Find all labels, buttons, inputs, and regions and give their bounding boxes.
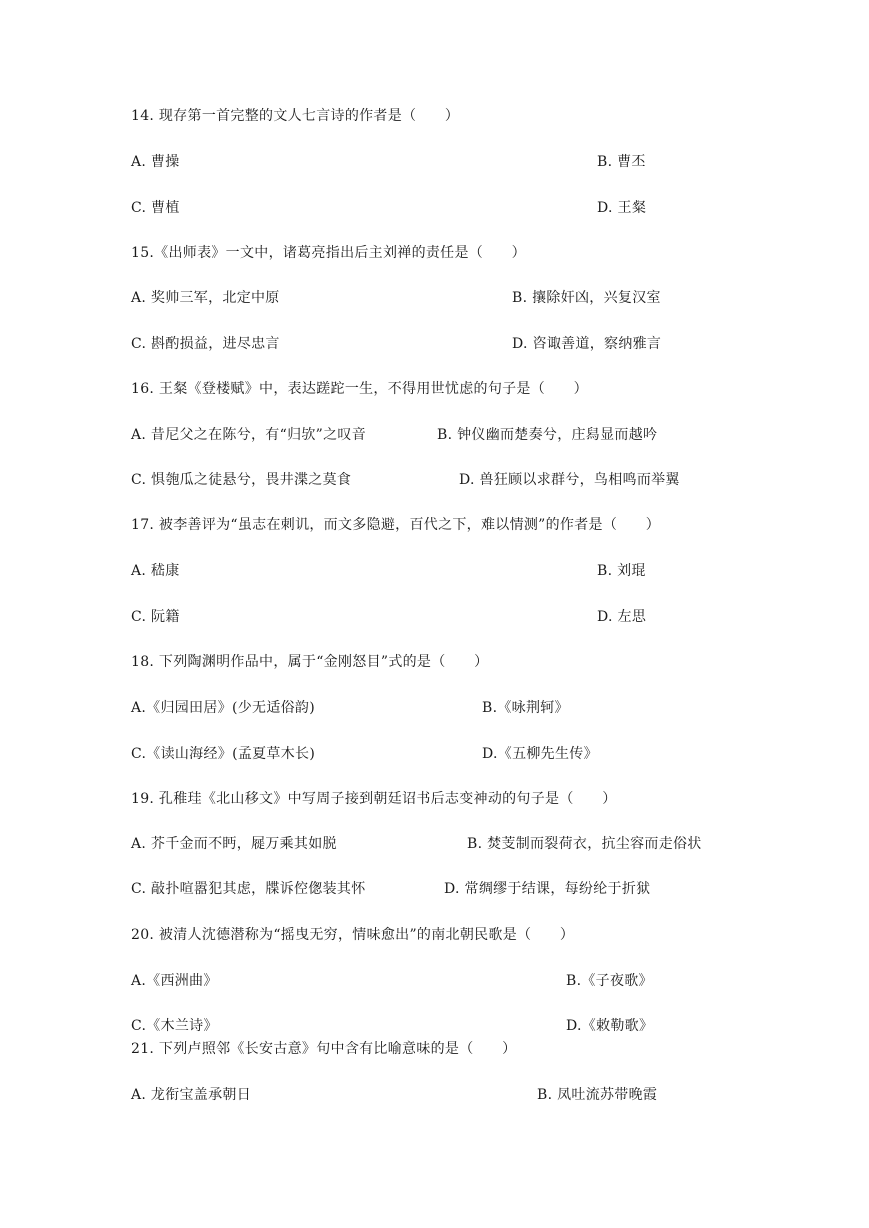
question-19-option-b: B. 焚芰制而裂荷衣，抗尘容而走俗状 <box>467 836 702 852</box>
question-21-option-a: A. 龙衔宝盖承朝日 <box>131 1087 252 1103</box>
question-14-option-a: A. 曹操 <box>131 154 180 170</box>
question-21-option-b: B. 凤吐流苏带晚霞 <box>537 1087 658 1103</box>
question-17-stem: 17. 被李善评为“虽志在刺讥，而文多隐避，百代之下，难以情测”的作者是（ ） <box>131 517 661 533</box>
question-19-stem: 19. 孔稚珪《北山移文》中写周子接到朝廷诏书后志变神动的句子是（ ） <box>131 791 617 807</box>
question-16-option-b: B. 钟仪幽而楚奏兮，庄舄显而越吟 <box>437 427 658 443</box>
question-18-option-d: D.《五柳先生传》 <box>482 746 598 762</box>
question-20-option-a: A.《西洲曲》 <box>131 973 218 989</box>
question-18-option-c: C.《读山海经》(孟夏草木长) <box>131 746 316 762</box>
question-14-option-d: D. 王粲 <box>597 200 647 216</box>
question-16-stem: 16. 王粲《登楼赋》中，表达蹉跎一生，不得用世忧虑的句子是（ ） <box>131 381 588 397</box>
question-14-option-b: B. 曹丕 <box>597 154 646 170</box>
question-16-option-a: A. 昔尼父之在陈兮，有“归欤”之叹音 <box>131 427 367 443</box>
question-16-option-d: D. 兽狂顾以求群兮，鸟相鸣而举翼 <box>459 472 680 488</box>
question-18-option-a: A.《归园田居》(少无适俗韵) <box>131 700 315 716</box>
question-18-option-b: B.《咏荆轲》 <box>482 700 569 716</box>
question-20-stem: 20. 被清人沈德潜称为“摇曳无穷，情味愈出”的南北朝民歌是（ ） <box>131 927 575 943</box>
question-20-option-d: D.《敕勒歌》 <box>566 1018 654 1034</box>
question-14-option-c: C. 曹植 <box>131 200 180 216</box>
question-16-option-c: C. 惧匏瓜之徒悬兮，畏井渫之莫食 <box>131 472 352 488</box>
question-20-option-c: C.《木兰诗》 <box>131 1018 218 1034</box>
question-17-option-c: C. 阮籍 <box>131 609 180 625</box>
question-19-option-c: C. 敲扑喧嚣犯其虑，牒诉倥偬装其怀 <box>131 881 366 897</box>
question-19-option-d: D. 常绸缪于结课，每纷纶于折狱 <box>444 881 651 897</box>
question-15-option-a: A. 奖帅三军，北定中原 <box>131 290 280 306</box>
question-18-stem: 18. 下列陶渊明作品中，属于“金刚怒目”式的是（ ） <box>131 654 489 670</box>
question-21-stem: 21. 下列卢照邻《长安古意》句中含有比喻意味的是（ ） <box>131 1041 517 1057</box>
question-17-option-a: A. 嵇康 <box>131 563 180 579</box>
question-15-option-d: D. 咨诹善道，察纳雅言 <box>512 336 662 352</box>
question-15-option-c: C. 斟酌损益，进尽忠言 <box>131 336 280 352</box>
question-19-option-a: A. 芥千金而不眄，屣万乘其如脱 <box>131 836 337 852</box>
question-17-option-d: D. 左思 <box>597 609 647 625</box>
question-20-option-b: B.《子夜歌》 <box>566 973 653 989</box>
question-17-option-b: B. 刘琨 <box>597 563 646 579</box>
question-15-option-b: B. 攘除奸凶，兴复汉室 <box>512 290 661 306</box>
question-14-stem: 14. 现存第一首完整的文人七言诗的作者是（ ） <box>131 108 460 124</box>
question-15-stem: 15.《出师表》一文中，诸葛亮指出后主刘禅的责任是（ ） <box>131 245 526 261</box>
